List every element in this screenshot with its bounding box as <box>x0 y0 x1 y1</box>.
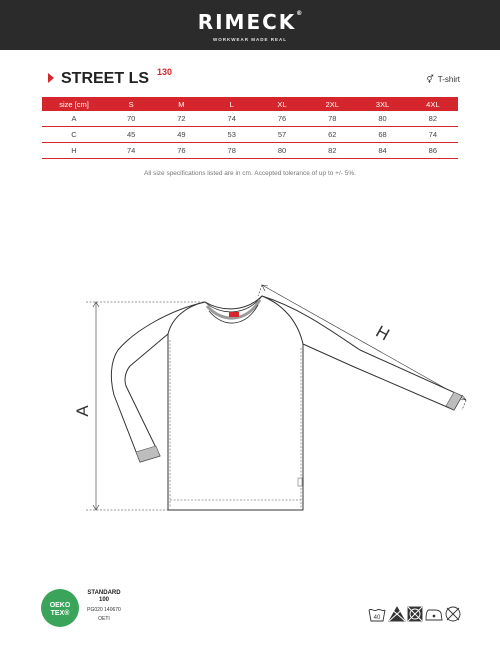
brand-name: RIMECK <box>197 10 297 34</box>
cert-institute: OETI <box>98 616 110 622</box>
brand-header <box>0 0 500 50</box>
neck-label <box>229 312 239 317</box>
oeko-tex-standard <box>84 590 124 622</box>
dimension-label-a: A <box>73 405 92 417</box>
size-table-header <box>42 97 458 111</box>
table-cell: 74 <box>106 143 156 159</box>
table-cell: 62 <box>307 127 357 143</box>
table-row <box>42 111 458 127</box>
column-header: 2XL <box>307 97 357 111</box>
column-header: size [cm] <box>42 97 106 111</box>
product-type <box>427 75 460 84</box>
table-row <box>42 143 458 159</box>
table-cell: 82 <box>307 143 357 159</box>
table-cell: 84 <box>357 143 407 159</box>
table-cell: 80 <box>357 111 407 127</box>
dimension-label-h: H <box>372 321 393 345</box>
table-cell: 76 <box>156 143 206 159</box>
no-dry-clean-icon <box>446 607 460 621</box>
table-cell: 74 <box>207 111 257 127</box>
standard-label: STANDARD <box>87 590 121 596</box>
table-cell: C <box>42 127 106 143</box>
table-cell: 57 <box>257 127 307 143</box>
brand-tagline: WORKWEAR MADE REAL <box>213 37 287 42</box>
table-cell: 49 <box>156 127 206 143</box>
product-type-label: T-shirt <box>437 75 460 84</box>
table-cell: 78 <box>207 143 257 159</box>
tex-text: TEX® <box>50 610 70 617</box>
column-header: S <box>106 97 156 111</box>
size-table <box>42 97 458 159</box>
table-cell: 70 <box>106 111 156 127</box>
product-number: 130 <box>157 67 173 77</box>
product-name: STREET LS <box>61 70 150 87</box>
size-note: All size specifications listed are in cm. Accepted tolerance of up to +/- 5%. <box>144 170 356 177</box>
table-cell: 45 <box>106 127 156 143</box>
table-cell: H <box>42 143 106 159</box>
column-header: 3XL <box>357 97 407 111</box>
wash-40-icon <box>369 609 385 621</box>
column-header: 4XL <box>408 97 458 111</box>
chevron-right-icon <box>48 73 54 83</box>
column-header: M <box>156 97 206 111</box>
shirt-technical-drawing <box>0 270 500 530</box>
shirt-outline <box>111 296 462 510</box>
oeko-text: OEKO <box>49 602 71 609</box>
table-cell: 86 <box>408 143 458 159</box>
table-cell: 78 <box>307 111 357 127</box>
table-cell: 76 <box>257 111 307 127</box>
cert-code: PG020 140670 <box>87 607 121 613</box>
unisex-gender-icon: ⚥ <box>426 75 434 84</box>
wash-temp: 40 <box>373 615 381 621</box>
table-cell: 80 <box>257 143 307 159</box>
oeko-tex-badge <box>40 588 80 628</box>
table-cell: 68 <box>357 127 407 143</box>
table-row <box>42 127 458 143</box>
no-bleach-icon <box>389 607 405 621</box>
table-cell: 74 <box>408 127 458 143</box>
care-symbols <box>368 604 464 624</box>
iron-low-icon <box>426 610 442 620</box>
table-cell: 72 <box>156 111 206 127</box>
side-tag <box>298 478 302 486</box>
table-cell: A <box>42 111 106 127</box>
table-cell: 82 <box>408 111 458 127</box>
no-tumble-dry-icon <box>408 607 422 621</box>
standard-number: 100 <box>98 597 109 603</box>
product-title-row <box>48 67 460 90</box>
column-header: L <box>207 97 257 111</box>
brand-logo: RIMECK® <box>197 10 303 34</box>
column-header: XL <box>257 97 307 111</box>
table-cell: 53 <box>207 127 257 143</box>
